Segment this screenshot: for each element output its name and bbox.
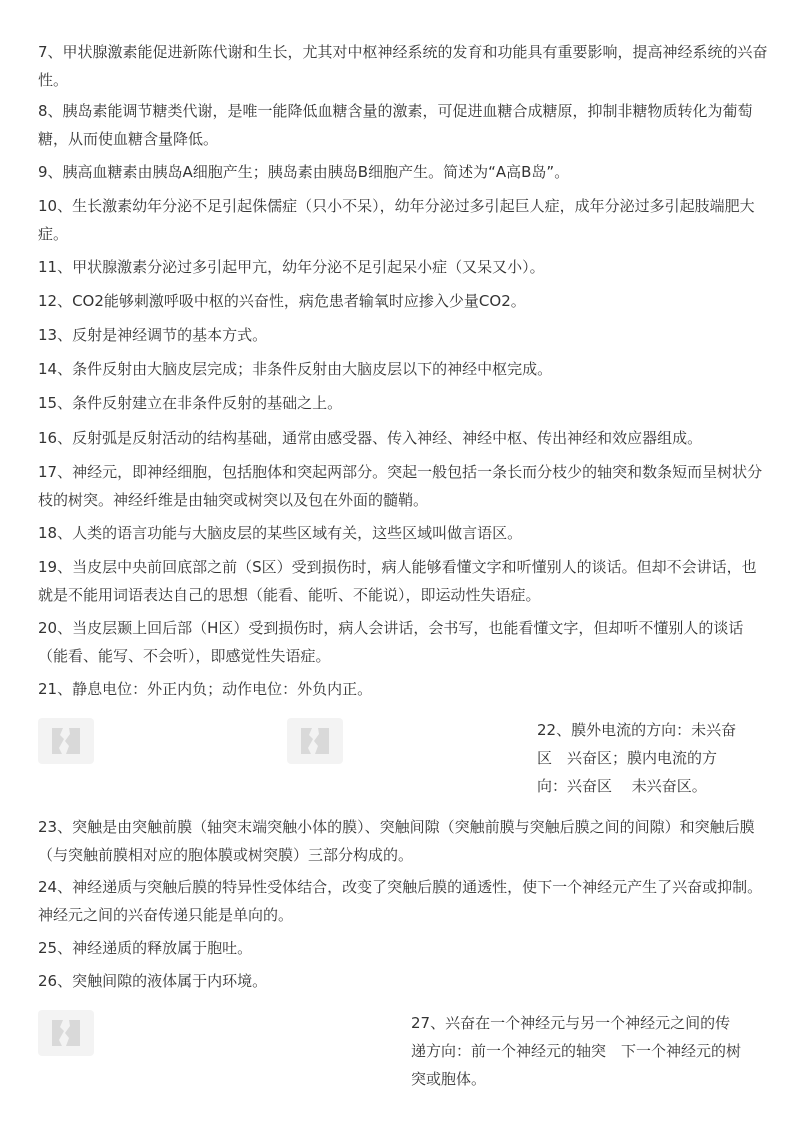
paragraph-15: 15、条件反射建立在非条件反射的基础之上。 [38, 394, 343, 412]
paragraph-10: 10、生长激素幼年分泌不足引起侏儒症（只小不呆），幼年分泌过多引起巨人症，成年分泌过多引起肢端肥大症。 [38, 197, 755, 243]
paragraph-13: 13、反射是神经调节的基本方式。 [38, 326, 268, 344]
paragraph-27-line: 递方向：前一个神经元的轴突 下一个神经元的树 [411, 1042, 742, 1060]
image-placeholder [38, 718, 94, 764]
paragraph-19: 19、当皮层中央前回底部之前（S区）受到损伤时，病人能够看懂文字和听懂别人的谈话。但却不会讲话，也就是不能用词语表达自己的思想（能看、能听、不能说），即运动性失语症。 [38, 558, 757, 604]
paragraph-14: 14、条件反射由大脑皮层完成；非条件反射由大脑皮层以下的神经中枢完成。 [38, 360, 553, 378]
paragraph-11: 11、甲状腺激素分泌过多引起甲亢，幼年分泌不足引起呆小症（又呆又小）。 [38, 258, 545, 276]
paragraph-8: 8、胰岛素能调节糖类代谢，是唯一能降低血糖含量的激素，可促进血糖合成糖原，抑制非糖物质转化为葡萄糖，从而使血糖含量降低。 [38, 102, 753, 148]
paragraph-7: 7、甲状腺激素能促进新陈代谢和生长，尤其对中枢神经系统的发育和功能具有重要影响，提高神经系统的兴奋性。 [38, 43, 768, 89]
paragraph-18: 18、人类的语言功能与大脑皮层的某些区域有关，这些区域叫做言语区。 [38, 524, 523, 542]
paragraph-27 [411, 1009, 741, 1093]
paragraph-12: 12、CO2能够刺激呼吸中枢的兴奋性，病危患者输氧时应掺入少量CO2。 [38, 292, 526, 310]
paragraph-22-line: 22、膜外电流的方向：未兴奋 [537, 721, 737, 739]
paragraph-21: 21、静息电位：外正内负；动作电位：外负内正。 [38, 680, 373, 698]
paragraph-22 [537, 716, 736, 800]
broken-image-icon [50, 1018, 82, 1048]
image-placeholder [38, 1010, 94, 1056]
paragraph-24: 24、神经递质与突触后膜的特异性受体结合，改变了突触后膜的通透性，使下一个神经元产生了兴奋或抑制。神经元之间的兴奋传递只能是单向的。 [38, 878, 763, 924]
paragraph-25: 25、神经递质的释放属于胞吐。 [38, 939, 253, 957]
broken-image-icon [299, 726, 331, 756]
paragraph-20: 20、当皮层颞上回后部（H区）受到损伤时，病人会讲话，会书写，也能看懂文字，但却听不懂别人的谈话（能看、能写、不会听），即感觉性失语症。 [38, 619, 744, 665]
paragraph-22-line: 区 兴奋区；膜内电流的方 [537, 749, 718, 767]
paragraph-22-line: 向：兴奋区 未兴奋区。 [537, 777, 707, 795]
image-placeholder [287, 718, 343, 764]
paragraph-27-line: 27、兴奋在一个神经元与另一个神经元之间的传 [411, 1014, 731, 1032]
paragraph-9: 9、胰高血糖素由胰岛A细胞产生；胰岛素由胰岛B细胞产生。简述为“A高B岛”。 [38, 163, 570, 181]
paragraph-27-line: 突或胞体。 [411, 1070, 487, 1088]
paragraph-17: 17、神经元，即神经细胞，包括胞体和突起两部分。突起一般包括一条长而分枝少的轴突和数条短而呈树状分枝的树突。神经纤维是由轴突或树突以及包在外面的髓鞘。 [38, 463, 763, 509]
broken-image-icon [50, 726, 82, 756]
paragraph-26: 26、突触间隙的液体属于内环境。 [38, 972, 268, 990]
paragraph-16: 16、反射弧是反射活动的结构基础，通常由感受器、传入神经、神经中枢、传出神经和效应器组成。 [38, 429, 703, 447]
paragraph-23: 23、突触是由突触前膜（轴突末端突触小体的膜）、突触间隙（突触前膜与突触后膜之间的间隙）和突触后膜（与突触前膜相对应的胞体膜或树突膜）三部分构成的。 [38, 818, 755, 864]
